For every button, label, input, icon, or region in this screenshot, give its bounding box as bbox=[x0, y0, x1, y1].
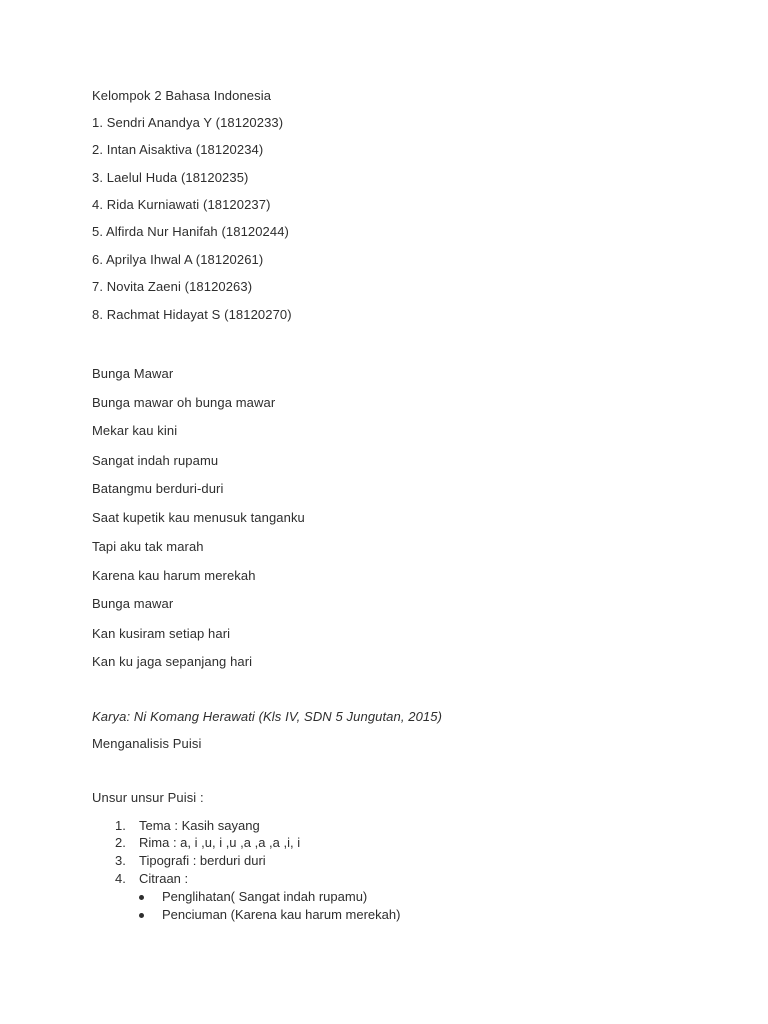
list-text: Rima : a, i ,u, i ,u ,a ,a ,a ,i, i bbox=[139, 835, 301, 850]
member-item: 5. Alfirda Nur Hanifah (18120244) bbox=[92, 224, 289, 239]
member-item: 2. Intan Aisaktiva (18120234) bbox=[92, 142, 264, 157]
list-number: 1. bbox=[115, 818, 126, 833]
poem-line: Batangmu berduri-duri bbox=[92, 481, 224, 496]
bullet-icon bbox=[139, 913, 144, 918]
poem-line: Bunga mawar oh bunga mawar bbox=[92, 395, 276, 410]
analysis-heading: Menganalisis Puisi bbox=[92, 736, 202, 751]
member-item: 4. Rida Kurniawati (18120237) bbox=[92, 197, 271, 212]
poem-line: Tapi aku tak marah bbox=[92, 539, 204, 554]
poem-line: Sangat indah rupamu bbox=[92, 453, 219, 468]
list-number: 3. bbox=[115, 853, 126, 868]
poem-line: Kan kusiram setiap hari bbox=[92, 626, 231, 641]
poem-line: Karena kau harum merekah bbox=[92, 568, 256, 583]
member-item: 6. Aprilya Ihwal A (18120261) bbox=[92, 252, 264, 267]
poem-line: Mekar kau kini bbox=[92, 423, 178, 438]
member-item: 7. Novita Zaeni (18120263) bbox=[92, 279, 253, 294]
member-item: 8. Rachmat Hidayat S (18120270) bbox=[92, 307, 292, 322]
list-text: Tipografi : berduri duri bbox=[139, 853, 266, 868]
poem-line: Saat kupetik kau menusuk tanganku bbox=[92, 510, 305, 525]
bullet-text: Penciuman (Karena kau harum merekah) bbox=[162, 907, 401, 922]
poem-author: Karya: Ni Komang Herawati (Kls IV, SDN 5 Jungutan, 2015) bbox=[92, 709, 443, 724]
bullet-icon bbox=[139, 895, 144, 900]
group-header: Kelompok 2 Bahasa Indonesia bbox=[92, 88, 272, 103]
member-item: 1. Sendri Anandya Y (18120233) bbox=[92, 115, 284, 130]
list-text: Tema : Kasih sayang bbox=[139, 818, 260, 833]
bullet-text: Penglihatan( Sangat indah rupamu) bbox=[162, 889, 368, 904]
list-text: Citraan : bbox=[139, 871, 189, 886]
poem-line: Bunga mawar bbox=[92, 596, 174, 611]
list-number: 4. bbox=[115, 871, 126, 886]
elements-subheading: Unsur unsur Puisi : bbox=[92, 790, 204, 805]
member-item: 3. Laelul Huda (18120235) bbox=[92, 170, 249, 185]
list-number: 2. bbox=[115, 835, 126, 850]
poem-title: Bunga Mawar bbox=[92, 366, 174, 381]
poem-line: Kan ku jaga sepanjang hari bbox=[92, 654, 253, 669]
